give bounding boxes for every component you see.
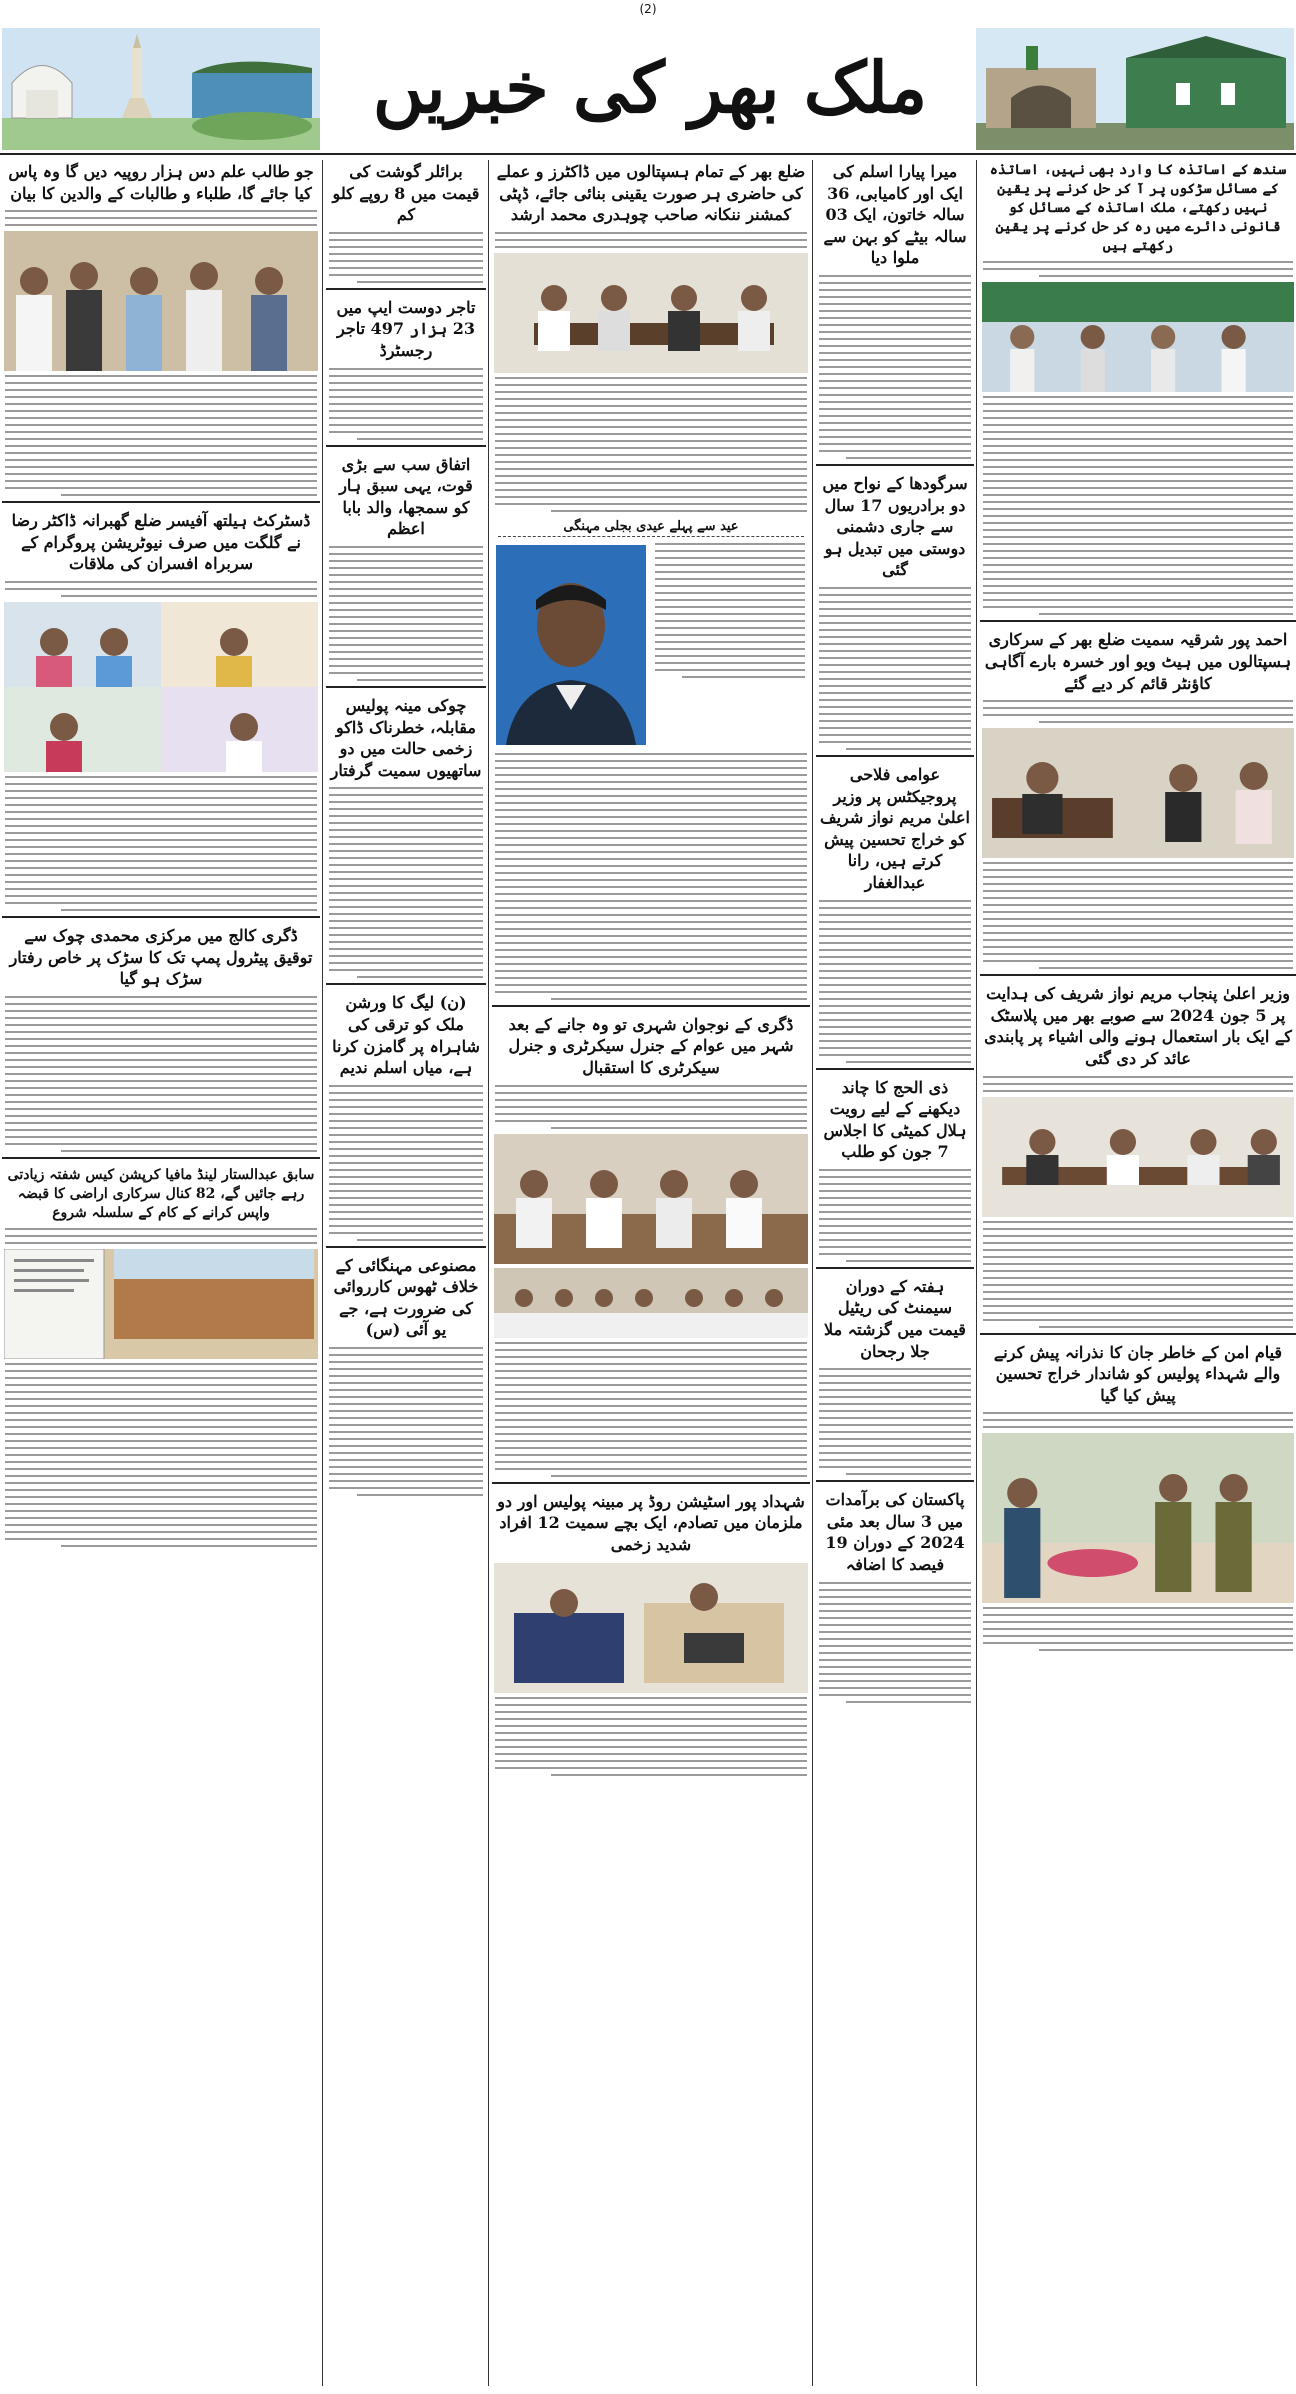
page-number: (2) (639, 2, 657, 16)
headline: چوکی مینہ پولیس مقابلہ، خطرناک ڈاکو زخمی حالت میں دو ساتھیوں سمیت گرفتار (330, 695, 482, 780)
article-body (5, 776, 317, 911)
column-2 (816, 157, 974, 2387)
article-body (983, 396, 1293, 615)
headline: ڈسٹرکٹ ہیلتھ آفیسر ضلع گھبرانہ ڈاکٹر رضا نے گلگت میں صرف نیوٹریشن پروگرام کے سربراہ افسران کی ملاقات (11, 511, 311, 574)
news-photo (982, 1433, 1294, 1603)
news-photo (982, 282, 1294, 392)
article-body (983, 1607, 1293, 1651)
article-body (329, 787, 483, 978)
article-body (983, 261, 1293, 277)
news-photo (982, 728, 1294, 858)
column-4 (326, 157, 486, 2387)
column-rule (322, 160, 323, 2386)
headline: وزیر اعلیٰ پنجاب مریم نواز شریف کی ہدایت پر 5 جون 2024 سے صوبے بھر میں پلاسٹک کے ایک بار استعمال ہونے والی اشیاء پر پابندی عائد کر دی گئی (984, 984, 1292, 1069)
section-title: ملک بھر کی خبریں (372, 46, 928, 129)
article-body (5, 210, 317, 226)
news-photo (982, 1097, 1294, 1217)
article-body (655, 543, 805, 747)
article-body (983, 1076, 1293, 1092)
article-body (495, 753, 807, 1000)
news-photo (494, 1563, 808, 1693)
article-body (329, 232, 483, 283)
column-5 (2, 157, 320, 2387)
article-body (819, 1169, 971, 1262)
article-body (983, 1412, 1293, 1428)
headline: ڈگری کے نوجوان شہری تو وہ جانے کے بعد شہر میں عوام کے جنرل سیکرٹری و جنرل سیکرٹری کا استقبال (508, 1014, 794, 1077)
headline: سندھ کے اساتذہ کا وارد بھی نہیں، اساتذہ کے مسائل سڑکوں پر آ کر حل کرنے پر یقین نہیں رکھتے، ملک اساتذہ کے مسائل کو قانونی دائرے میں رہ کر حل کرنے پر یقین رکھتے ہیں (989, 162, 1287, 254)
headline: ضلع بھر کے تمام ہسپتالوں میں ڈاکٹرز و عملے کی حاضری ہر صورت یقینی بنائی جائے، ڈپٹی کمشنر ننکانہ صاحب چوہدری محمد ارشد (496, 162, 806, 225)
news-photo (494, 1268, 808, 1338)
article-body (819, 275, 971, 459)
article-body (329, 546, 483, 681)
article-body (5, 375, 317, 496)
column-tag: عید سے پہلے عیدی بجلی مہنگی (498, 517, 804, 537)
news-photo (4, 602, 318, 772)
column-rule (488, 160, 489, 2386)
column-1 (980, 157, 1296, 2387)
headline: ہفتہ کے دوران سیمنٹ کی ریٹیل قیمت میں گزشتہ ملا جلا رجحان (824, 1276, 966, 1361)
article-body (983, 862, 1293, 969)
news-photo (4, 1249, 318, 1359)
article-body (819, 1582, 971, 1703)
article-body (495, 232, 807, 248)
headline: احمد پور شرقیہ سمیت ضلع بھر کے سرکاری ہسپتالوں میں ہیٹ ویو اور خسرہ بارے آگاہی کاؤنٹر قائم کر دیے گئے (984, 630, 1292, 693)
article-body (329, 1347, 483, 1496)
author-portrait (496, 545, 646, 745)
headline: قیام امن کے خاطر جان کا نذرانہ پیش کرنے والے شہداء پولیس کو شاندار خراج تحسین پیش کیا گیا (993, 1342, 1283, 1405)
headline: پاکستان کی برآمدات میں 3 سال بعد مئی 2024 کے دوران 19 فیصد کا اضافہ (825, 1490, 965, 1575)
headline: ذی الحج کا چاند دیکھنے کے لیے رویت ہلال کمیٹی کا اجلاس 7 جون کو طلب (823, 1077, 967, 1162)
article-body (495, 1342, 807, 1477)
headline: مصنوعی مہنگائی کے خلاف ٹھوس کارروائی کی ضرورت ہے، جے یو آئی (س) (333, 1255, 479, 1340)
headline: (ن) لیگ کا ورشن ملک کو ترقی کی شاہراہ پر گامزن کرنا ہے، میاں اسلم ندیم (332, 993, 480, 1078)
article-body (329, 368, 483, 440)
article-body (5, 1228, 317, 1244)
article-body (819, 1368, 971, 1475)
headline: سابق عبدالستار لینڈ مافیا کرپشن کیس شفتہ زیادتی رہے جائیں گے، 82 کنال سرکاری اراضی کا قبضہ واپس کرانے کے کام کے سلسلہ شروع (7, 1166, 315, 1221)
article-body (495, 1085, 807, 1129)
masthead (0, 20, 1296, 155)
news-photo (4, 231, 318, 371)
mast-right-photo (976, 28, 1294, 150)
news-photo (494, 253, 808, 373)
article-body (819, 587, 971, 750)
column-rule (812, 160, 813, 2386)
column-3 (492, 157, 810, 2387)
headline: برائلر گوشت کی قیمت میں 8 روپے کلو کم (332, 162, 480, 225)
article-body (5, 996, 317, 1152)
headline: اتفاق سب سے بڑی قوت، یہی سبق ہار کو سمجھا، والد بابا اعظم (339, 454, 473, 539)
headline: جو طالب علم دس ہزار روپیہ دیں گا وہ پاس کیا جائے گا، طلباء و طالبات کے والدین کا بیان (8, 162, 314, 203)
headline: شہداد پور اسٹیشن روڈ پر مبینہ پولیس اور دو ملزمان میں تصادم، ایک بچے سمیت 12 افراد شدید زخمی (497, 1491, 805, 1554)
headline: سرگودھا کے نواح میں دو برادریوں 17 سال سے جاری دشمنی دوستی میں تبدیل ہو گئی (822, 473, 968, 580)
headline: ڈگری کالج میں مرکزی محمدی چوک سے توقیق پیٹرول پمپ تک کا سڑک پر خاص رفتار سڑک ہو گیا (9, 925, 313, 989)
column-rule (976, 160, 977, 2386)
headline: عوامی فلاحی پروجیکٹس پر وزیر اعلیٰ مریم نواز شریف کو خراج تحسین پیش کرتے ہیں، رانا عبدالغفار (820, 764, 970, 892)
article-body (819, 900, 971, 1063)
news-photo (494, 1134, 808, 1264)
article-body (983, 1221, 1293, 1328)
headline: تاجر دوست ایپ میں 23 ہزار 497 تاجر رجسٹرڈ (336, 297, 476, 360)
article-body (5, 1363, 317, 1547)
headline: میرا پیارا اسلم کی ایک اور کامیابی، 36 سالہ خاتون، ایک 03 سالہ بیٹے کو بہن سے ملوا دیا (823, 162, 967, 268)
article-body (983, 700, 1293, 723)
article-body (329, 1085, 483, 1241)
article-body (495, 1697, 807, 1776)
article-body (5, 581, 317, 597)
mast-left-photo (2, 28, 320, 150)
article-body (495, 377, 807, 512)
